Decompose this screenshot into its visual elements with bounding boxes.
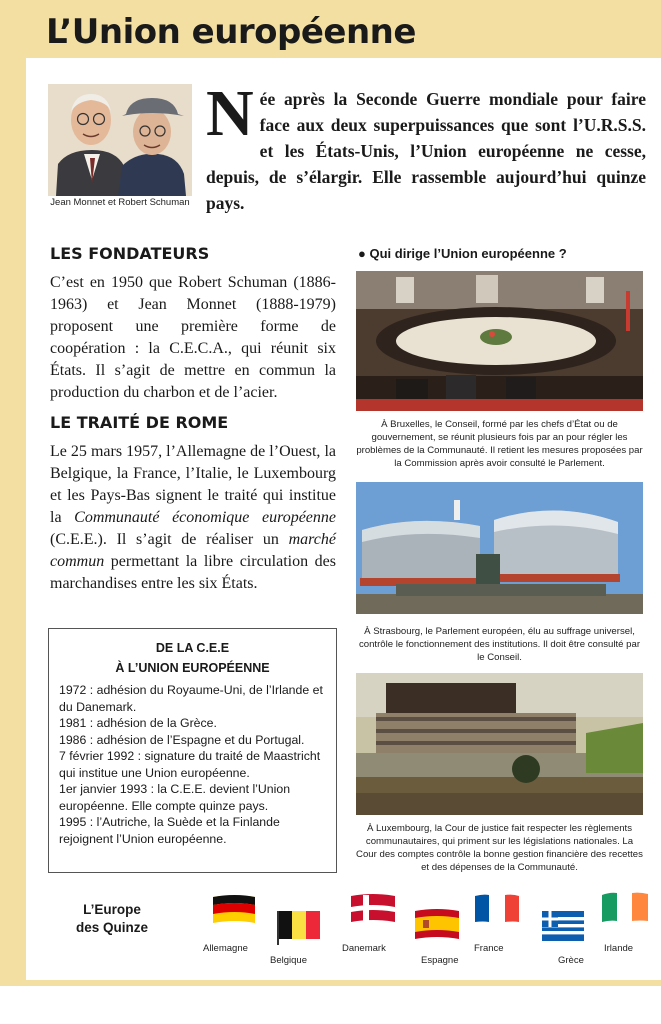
traite-text-part-2: (C.E.E.). Il s’agit de réaliser un: [50, 531, 289, 548]
caption-luxembourg: À Luxembourg, la Cour de justice fait respecter les règlements communautaires, qui priment sur les législations nationales. La Cour des comptes contrôle la bonne gestion financière des recettes et des dépenses de la Communauté.: [356, 823, 643, 873]
traite-text: [50, 441, 336, 595]
intro-dropcap: N: [206, 77, 254, 150]
intro-paragraph: [206, 77, 646, 216]
left-band: [0, 0, 26, 985]
fondateurs-text: C’est en 1950 que Robert Schuman (1886-1963) et Jean Monnet (1888-1979) proposent une première forme de coopération : la C.E.C.A., qui réunit six États. Il s’agit de mettre en commun la production du charbon et de l’acier.: [50, 274, 336, 401]
intro-text: ée après la Seconde Guerre mondiale pour faire face aux deux superpuissances que sont l’U.R.S.S. et les États-Unis, l’Union européenne ne cesse, depuis, de s’élargir. Elle rassemble aujourd’hui quinze pays.: [206, 89, 646, 213]
photo-parliament-strasbourg: [356, 482, 643, 614]
timeline-list: [49, 678, 336, 847]
timeline-item: 1981 : adhésion de la Grèce.: [59, 716, 217, 730]
flags-label: [62, 901, 162, 937]
traite-heading: LE TRAITÉ DE ROME: [50, 413, 229, 432]
flag-label-allemagne: Allemagne: [203, 943, 248, 954]
timeline-item: 1986 : adhésion de l’Espagne et du Portugal.: [59, 732, 305, 747]
flag-label-france: France: [474, 943, 504, 954]
photo-council-brussels: [356, 271, 643, 411]
timeline-item: 1972 : adhésion du Royaume-Uni, de l’Irlande et du Danemark.: [59, 683, 323, 714]
traite-italic-cee: Communauté économique européenne: [74, 509, 336, 526]
traite-text-part-3: permettant la libre circulation des marchandises entre les six États.: [50, 553, 336, 592]
photo-court-luxembourg: [356, 673, 643, 815]
flag-label-belgique: Belgique: [270, 955, 307, 966]
flag-belgium-icon: [275, 907, 323, 945]
flag-france-icon: [473, 892, 521, 928]
flag-ireland-icon: [600, 889, 650, 929]
photos-title: [358, 246, 567, 261]
caption-brussels: À Bruxelles, le Conseil, formé par les chefs d’État ou de gouvernement, se réunit plusieurs fois par an pour régler les problèmes de la Communauté. Il retient les mesures proposées par la Commission après avoir consulté le Parlement.: [356, 419, 643, 469]
flag-label-espagne: Espagne: [421, 955, 459, 966]
timeline-box: [48, 628, 337, 873]
flag-label-danemark: Danemark: [342, 943, 386, 954]
timeline-item: 7 février 1992 : signature du traité de Maastricht qui institue une Union européenne.: [59, 749, 321, 780]
flag-germany-icon: [211, 893, 257, 927]
timeline-item: 1er janvier 1993 : la C.E.E. devient l’Union européenne. Elle compte quinze pays.: [59, 782, 291, 813]
photos-title-text: Qui dirige l’Union européenne ?: [369, 246, 567, 261]
flag-label-irlande: Irlande: [604, 943, 634, 954]
flag-greece-icon: [539, 907, 587, 947]
flags-label-line-1: L’Europe: [83, 902, 141, 917]
flag-label-grece: Grèce: [558, 955, 584, 966]
timeline-item: 1995 : l’Autriche, la Suède et la Finlande rejoignent l’Union européenne.: [59, 815, 280, 846]
bullet-icon: ●: [358, 246, 366, 261]
traite-italic-marche: marché commun: [50, 531, 336, 570]
bottom-band: [0, 980, 661, 986]
timeline-heading-line-2: À L’UNION EUROPÉENNE: [115, 661, 270, 675]
page-title: L’Union européenne: [46, 12, 416, 52]
flag-denmark-icon: [349, 892, 397, 928]
founders-portrait: [48, 84, 192, 196]
fondateurs-heading: LES FONDATEURS: [50, 244, 210, 263]
flags-label-line-2: des Quinze: [75, 920, 148, 935]
portrait-caption: Jean Monnet et Robert Schuman: [50, 197, 190, 208]
timeline-heading-line-1: DE LA C.E.E: [155, 641, 230, 655]
timeline-heading: [49, 638, 336, 678]
flag-spain-icon: [413, 907, 461, 945]
caption-strasbourg: À Strasbourg, le Parlement européen, élu au suffrage universel, contrôle le fonctionnement des institutions. Il doit être consulté par le Conseil.: [358, 626, 641, 663]
traite-text-part-1: Le 25 mars 1957, l’Allemagne de l’Ouest, la Belgique, la France, l’Italie, le Luxembourg et les Pays-Bas signent le traité qui institue la: [50, 443, 336, 526]
